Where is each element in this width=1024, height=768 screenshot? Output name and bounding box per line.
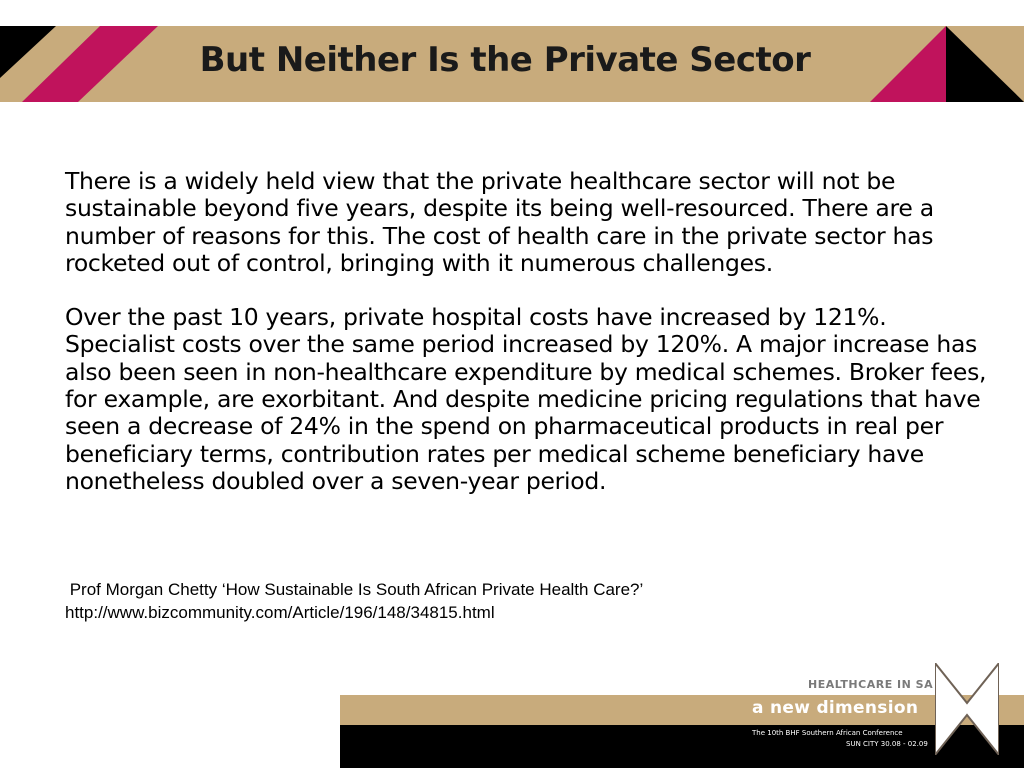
logo-icon [935, 663, 999, 755]
citation [65, 578, 865, 624]
footer-tagline: a new dimension [752, 698, 919, 718]
paragraph-1: There is a widely held view that the private healthcare sector will not be sustainable beyond five years, despite its being well-resourced. There are a number of reasons for this. The cost of health care in the private sector has rocketed out of control, bringing with it numerous challenges. [65, 167, 934, 277]
footer-gold-bar [340, 695, 1024, 725]
citation-text: Prof Morgan Chetty ‘How Sustainable Is South African Private Health Care?’ [65, 580, 644, 599]
footer-venue: SUN CITY 30.08 - 02.09 [846, 740, 928, 748]
footer-conference: The 10th BHF Southern African Conference [752, 729, 903, 737]
paragraph-2: Over the past 10 years, private hospital costs have increased by 121%. Specialist costs over the same period increased by 120%. A major increase has also been seen in non-healthcare expenditure by medical schemes. Broker fees, for example, are exorbitant. And despite medicine pricing regulations that have seen a decrease of 24% in the spend on pharmaceutical products in real per beneficiary terms, contribution rates per medical scheme beneficiary have nonetheless doubled over a seven-year period. [65, 303, 987, 495]
citation-url: http://www.bizcommunity.com/Article/196/148/34815.html [65, 603, 495, 622]
footer-label-top: HEALTHCARE IN SA [808, 678, 934, 691]
body-text [65, 168, 995, 522]
slide-title: But Neither Is the Private Sector [199, 40, 811, 80]
